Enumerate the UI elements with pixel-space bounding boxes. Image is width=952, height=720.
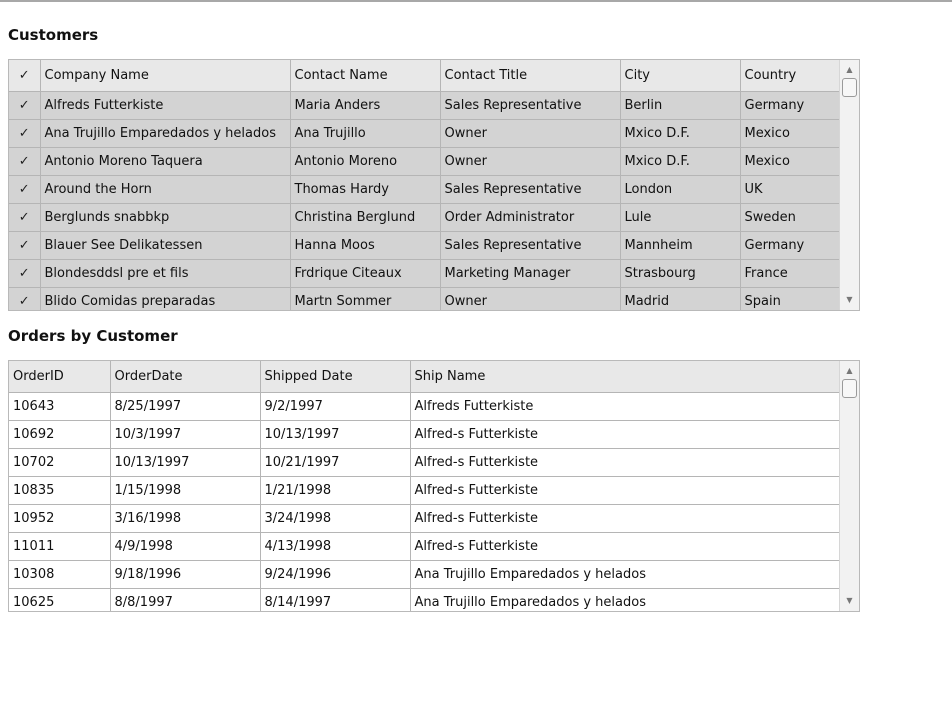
orders-grid [8, 360, 860, 612]
shipped-date-cell: 1/21/1998 [260, 476, 410, 504]
table-row[interactable] [9, 259, 840, 287]
contact-title-cell: Sales Representative [440, 231, 620, 259]
order-date-cell: 3/16/1998 [110, 504, 260, 532]
country-cell: Mexico [740, 147, 840, 175]
contact-name-cell: Christina Berglund [290, 203, 440, 231]
customers-title: Customers [8, 26, 99, 44]
customers-scrollbar[interactable] [839, 60, 859, 310]
country-cell: Germany [740, 91, 840, 119]
order-date-cell: 10/3/1997 [110, 420, 260, 448]
orders-scrollbar[interactable] [839, 361, 859, 611]
order-id-cell: 11011 [9, 532, 110, 560]
ship-name-cell: Alfred-s Futterkiste [410, 420, 840, 448]
customers-grid [8, 59, 860, 311]
contact-name-cell: Hanna Moos [290, 231, 440, 259]
column-header-order-id[interactable]: OrderID [9, 361, 110, 392]
orders-table [9, 361, 841, 612]
company-name-cell: Blauer See Delikatessen [40, 231, 290, 259]
order-id-cell: 10952 [9, 504, 110, 532]
city-cell: Lule [620, 203, 740, 231]
contact-title-cell: Owner [440, 287, 620, 311]
country-cell: France [740, 259, 840, 287]
row-checkbox[interactable]: ✓ [9, 119, 40, 147]
country-cell: Spain [740, 287, 840, 311]
shipped-date-cell: 8/14/1997 [260, 588, 410, 612]
contact-name-cell: Martn Sommer [290, 287, 440, 311]
country-cell: Sweden [740, 203, 840, 231]
contact-title-cell: Marketing Manager [440, 259, 620, 287]
scrollbar-thumb[interactable] [842, 78, 857, 97]
table-row[interactable] [9, 91, 840, 119]
orders-header-row [9, 361, 840, 392]
country-cell: UK [740, 175, 840, 203]
contact-name-cell: Ana Trujillo [290, 119, 440, 147]
shipped-date-cell: 9/24/1996 [260, 560, 410, 588]
company-name-cell: Blondesddsl pre et fils [40, 259, 290, 287]
shipped-date-cell: 4/13/1998 [260, 532, 410, 560]
table-row[interactable] [9, 119, 840, 147]
table-row[interactable] [9, 448, 840, 476]
ship-name-cell: Ana Trujillo Emparedados y helados [410, 588, 840, 612]
order-date-cell: 10/13/1997 [110, 448, 260, 476]
table-row[interactable] [9, 175, 840, 203]
city-cell: Mannheim [620, 231, 740, 259]
order-date-cell: 8/8/1997 [110, 588, 260, 612]
top-divider [0, 0, 952, 2]
contact-name-cell: Antonio Moreno [290, 147, 440, 175]
column-header-company-name[interactable]: Company Name [40, 60, 290, 91]
company-name-cell: Berglunds snabbkp [40, 203, 290, 231]
contact-name-cell: Thomas Hardy [290, 175, 440, 203]
table-row[interactable] [9, 420, 840, 448]
column-header-contact-title[interactable]: Contact Title [440, 60, 620, 91]
shipped-date-cell: 10/13/1997 [260, 420, 410, 448]
row-checkbox[interactable]: ✓ [9, 259, 40, 287]
order-date-cell: 8/25/1997 [110, 392, 260, 420]
table-row[interactable] [9, 147, 840, 175]
shipped-date-cell: 9/2/1997 [260, 392, 410, 420]
order-id-cell: 10643 [9, 392, 110, 420]
contact-title-cell: Sales Representative [440, 91, 620, 119]
contact-title-cell: Owner [440, 119, 620, 147]
ship-name-cell: Alfreds Futterkiste [410, 392, 840, 420]
company-name-cell: Blido Comidas preparadas [40, 287, 290, 311]
customers-table [9, 60, 841, 311]
table-row[interactable] [9, 392, 840, 420]
customers-header-row [9, 60, 840, 91]
column-header-city[interactable]: City [620, 60, 740, 91]
scrollbar-thumb[interactable] [842, 379, 857, 398]
order-date-cell: 9/18/1996 [110, 560, 260, 588]
shipped-date-cell: 10/21/1997 [260, 448, 410, 476]
row-checkbox[interactable]: ✓ [9, 287, 40, 311]
city-cell: Mxico D.F. [620, 119, 740, 147]
column-header-order-date[interactable]: OrderDate [110, 361, 260, 392]
table-row[interactable] [9, 588, 840, 612]
company-name-cell: Antonio Moreno Taquera [40, 147, 290, 175]
city-cell: Madrid [620, 287, 740, 311]
row-checkbox[interactable]: ✓ [9, 147, 40, 175]
contact-name-cell: Frdrique Citeaux [290, 259, 440, 287]
ship-name-cell: Alfred-s Futterkiste [410, 504, 840, 532]
row-checkbox[interactable]: ✓ [9, 203, 40, 231]
order-id-cell: 10625 [9, 588, 110, 612]
contact-name-cell: Maria Anders [290, 91, 440, 119]
scroll-down-arrow-icon[interactable]: ▼ [846, 295, 853, 304]
table-row[interactable] [9, 287, 840, 311]
contact-title-cell: Sales Representative [440, 175, 620, 203]
row-checkbox[interactable]: ✓ [9, 231, 40, 259]
scroll-up-arrow-icon[interactable]: ▲ [846, 366, 853, 375]
order-id-cell: 10835 [9, 476, 110, 504]
column-header-country[interactable]: Country [740, 60, 840, 91]
ship-name-cell: Alfred-s Futterkiste [410, 448, 840, 476]
city-cell: Mxico D.F. [620, 147, 740, 175]
contact-title-cell: Owner [440, 147, 620, 175]
ship-name-cell: Alfred-s Futterkiste [410, 476, 840, 504]
city-cell: London [620, 175, 740, 203]
column-header-ship-name[interactable]: Ship Name [410, 361, 840, 392]
table-row[interactable] [9, 504, 840, 532]
table-row[interactable] [9, 231, 840, 259]
order-date-cell: 1/15/1998 [110, 476, 260, 504]
city-cell: Strasbourg [620, 259, 740, 287]
ship-name-cell: Ana Trujillo Emparedados y helados [410, 560, 840, 588]
table-row[interactable] [9, 532, 840, 560]
order-date-cell: 4/9/1998 [110, 532, 260, 560]
table-row[interactable] [9, 560, 840, 588]
ship-name-cell: Alfred-s Futterkiste [410, 532, 840, 560]
row-checkbox[interactable]: ✓ [9, 91, 40, 119]
city-cell: Berlin [620, 91, 740, 119]
scroll-down-arrow-icon[interactable]: ▼ [846, 596, 853, 605]
company-name-cell: Around the Horn [40, 175, 290, 203]
order-id-cell: 10692 [9, 420, 110, 448]
company-name-cell: Ana Trujillo Emparedados y helados [40, 119, 290, 147]
select-all-checkbox[interactable]: ✓ [9, 60, 40, 91]
country-cell: Germany [740, 231, 840, 259]
column-header-shipped-date[interactable]: Shipped Date [260, 361, 410, 392]
table-row[interactable] [9, 476, 840, 504]
orders-title: Orders by Customer [8, 327, 178, 345]
column-header-contact-name[interactable]: Contact Name [290, 60, 440, 91]
order-id-cell: 10308 [9, 560, 110, 588]
row-checkbox[interactable]: ✓ [9, 175, 40, 203]
country-cell: Mexico [740, 119, 840, 147]
order-id-cell: 10702 [9, 448, 110, 476]
company-name-cell: Alfreds Futterkiste [40, 91, 290, 119]
contact-title-cell: Order Administrator [440, 203, 620, 231]
scroll-up-arrow-icon[interactable]: ▲ [846, 65, 853, 74]
shipped-date-cell: 3/24/1998 [260, 504, 410, 532]
table-row[interactable] [9, 203, 840, 231]
